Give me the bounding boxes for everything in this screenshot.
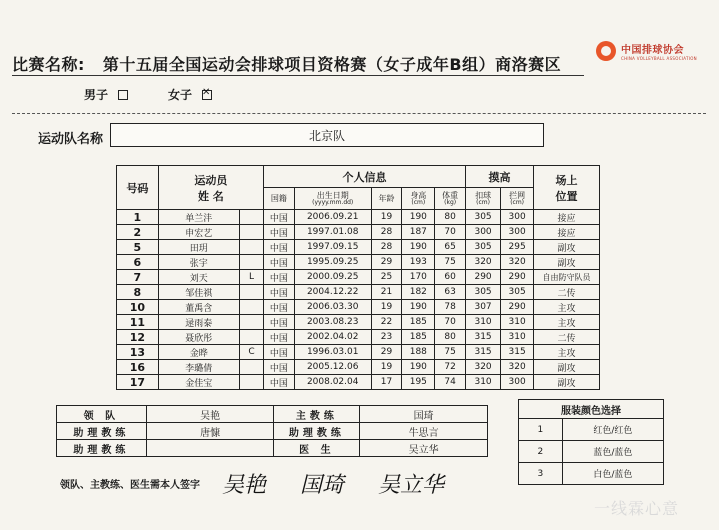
dashed-divider (12, 113, 706, 114)
uniform-option-color: 蓝色/蓝色 (562, 441, 663, 463)
uniform-option-3[interactable] (519, 463, 664, 485)
roster-cell-no[interactable]: 16 (117, 360, 159, 375)
header-nationality: 国籍 (264, 188, 295, 210)
roster-cell-mark[interactable] (239, 240, 263, 255)
competition-label: 比赛名称: (12, 55, 85, 74)
roster-row (117, 225, 600, 240)
female-label: 女子 (168, 88, 193, 102)
header-position (534, 166, 600, 210)
header-block-line1: 拦网 (509, 190, 526, 200)
roster-cell-age[interactable]: 28 (371, 225, 402, 240)
doctor-label: 医 生 (274, 440, 360, 457)
roster-cell-spike[interactable]: 305 (466, 285, 501, 300)
roster-cell-no[interactable]: 13 (117, 345, 159, 360)
roster-cell-spike[interactable]: 315 (466, 330, 501, 345)
roster-cell-no[interactable]: 17 (117, 375, 159, 390)
roster-cell-height[interactable]: 190 (402, 210, 435, 225)
assistant-coach-label: 助理教练 (57, 423, 147, 440)
roster-cell-height[interactable]: 190 (402, 240, 435, 255)
roster-cell-dob[interactable]: 2006.03.30 (294, 300, 371, 315)
roster-cell-weight[interactable]: 63 (435, 285, 466, 300)
roster-cell-mark[interactable] (239, 330, 263, 345)
roster-cell-nat[interactable]: 中国 (264, 210, 295, 225)
assistant-coach-field-3[interactable]: 牛思言 (360, 423, 488, 440)
uniform-option-no: 2 (519, 441, 563, 463)
head-coach-label: 主教练 (274, 406, 360, 423)
roster-row (117, 345, 600, 360)
roster-cell-weight[interactable]: 80 (435, 210, 466, 225)
roster-cell-height[interactable]: 190 (402, 300, 435, 315)
roster-row (117, 300, 600, 315)
roster-cell-dob[interactable]: 2002.04.02 (294, 330, 371, 345)
roster-cell-mark[interactable] (239, 255, 263, 270)
roster-cell-spike[interactable]: 305 (466, 240, 501, 255)
staff-table (56, 405, 488, 457)
head-coach-field[interactable]: 国琦 (360, 406, 488, 423)
roster-cell-nat[interactable]: 中国 (264, 315, 295, 330)
roster-cell-name[interactable]: 金佳宝 (158, 375, 239, 390)
roster-cell-pos[interactable]: 主攻 (534, 345, 600, 360)
watermark: 一线霖心意 (594, 499, 680, 518)
roster-cell-nat[interactable]: 中国 (264, 240, 295, 255)
roster-cell-height[interactable]: 188 (402, 345, 435, 360)
doctor-field[interactable]: 吴立华 (360, 440, 488, 457)
roster-row (117, 255, 600, 270)
roster-cell-spike[interactable]: 290 (466, 270, 501, 285)
signature-label: 领队、主教练、医生需本人签字 (60, 480, 200, 491)
header-weight (435, 188, 466, 210)
roster-cell-dob[interactable]: 1995.09.25 (294, 255, 371, 270)
roster-cell-nat[interactable]: 中国 (264, 345, 295, 360)
uniform-option-color: 白色/蓝色 (562, 463, 663, 485)
roster-cell-no[interactable]: 1 (117, 210, 159, 225)
roster-row (117, 375, 600, 390)
assistant-coach-label-3: 助理教练 (57, 440, 147, 457)
male-checkbox[interactable] (118, 90, 128, 100)
roster-cell-age[interactable]: 23 (371, 330, 402, 345)
uniform-option-2[interactable] (519, 441, 664, 463)
team-name-field[interactable] (110, 123, 544, 147)
roster-cell-nat[interactable]: 中国 (264, 375, 295, 390)
roster-cell-weight[interactable]: 78 (435, 300, 466, 315)
roster-cell-dob[interactable]: 1996.03.01 (294, 345, 371, 360)
assistant-coach-field-2[interactable] (146, 440, 274, 457)
roster-cell-spike[interactable]: 310 (466, 315, 501, 330)
roster-cell-nat[interactable]: 中国 (264, 225, 295, 240)
header-position-line2: 位置 (555, 189, 578, 203)
roster-cell-spike[interactable]: 305 (466, 210, 501, 225)
header-position-line1: 场上 (555, 173, 578, 187)
roster-cell-dob[interactable]: 2004.12.22 (294, 285, 371, 300)
roster-cell-height[interactable]: 170 (402, 270, 435, 285)
roster-cell-height[interactable]: 185 (402, 330, 435, 345)
uniform-color-table (518, 399, 664, 485)
roster-cell-mark[interactable] (239, 225, 263, 240)
roster-cell-mark[interactable] (239, 315, 263, 330)
roster-cell-block[interactable]: 300 (501, 210, 534, 225)
header-athlete-line2: 姓 名 (197, 189, 224, 203)
roster-cell-name[interactable]: 张宇 (158, 255, 239, 270)
uniform-option-no: 3 (519, 463, 563, 485)
roster-cell-mark[interactable] (239, 285, 263, 300)
roster-cell-pos[interactable]: 接应 (534, 210, 600, 225)
leader-label: 领 队 (57, 406, 147, 423)
roster-cell-name[interactable]: 单兰沣 (158, 210, 239, 225)
roster-cell-weight[interactable]: 70 (435, 315, 466, 330)
header-weight-line1: 体重 (442, 190, 459, 200)
roster-cell-block[interactable]: 295 (501, 240, 534, 255)
roster-cell-age[interactable]: 19 (371, 300, 402, 315)
header-spike (466, 188, 501, 210)
roster-cell-block[interactable]: 300 (501, 375, 534, 390)
roster-cell-nat[interactable]: 中国 (264, 360, 295, 375)
roster-cell-age[interactable]: 28 (371, 240, 402, 255)
roster-cell-weight[interactable]: 75 (435, 255, 466, 270)
roster-cell-pos[interactable]: 副攻 (534, 240, 600, 255)
roster-cell-height[interactable]: 195 (402, 375, 435, 390)
header-weight-line2: (kg) (444, 198, 457, 206)
roster-cell-block[interactable]: 300 (501, 225, 534, 240)
roster-cell-age[interactable]: 17 (371, 375, 402, 390)
roster-cell-spike[interactable]: 310 (466, 375, 501, 390)
roster-cell-weight[interactable]: 65 (435, 240, 466, 255)
assistant-coach-field-1[interactable]: 唐慷 (146, 423, 274, 440)
roster-cell-spike[interactable]: 307 (466, 300, 501, 315)
header-height-line2: (cm) (411, 198, 426, 206)
roster-cell-age[interactable]: 21 (371, 285, 402, 300)
roster-cell-dob[interactable]: 2006.09.21 (294, 210, 371, 225)
roster-cell-pos[interactable]: 自由防守队员 (534, 270, 600, 285)
roster-cell-spike[interactable]: 320 (466, 360, 501, 375)
gender-female (168, 86, 212, 103)
female-checkbox[interactable] (202, 90, 212, 100)
header-height-line1: 身高 (410, 190, 427, 200)
roster-cell-age[interactable]: 25 (371, 270, 402, 285)
roster-cell-weight[interactable]: 60 (435, 270, 466, 285)
header-spike-line1: 扣球 (475, 190, 492, 200)
leader-signature: 吴艳 (222, 473, 267, 498)
volleyball-icon (596, 41, 616, 61)
header-age: 年龄 (371, 188, 402, 210)
roster-cell-pos[interactable]: 副攻 (534, 375, 600, 390)
doctor-signature: 吴立华 (378, 473, 445, 498)
roster-cell-no[interactable]: 7 (117, 270, 159, 285)
roster-row (117, 210, 600, 225)
uniform-option-no: 1 (519, 419, 563, 441)
roster-cell-age[interactable]: 29 (371, 255, 402, 270)
competition-title: 第十五届全国运动会排球项目资格赛（女子成年B组）商洛赛区 (102, 55, 562, 74)
roster-cell-age[interactable]: 29 (371, 345, 402, 360)
roster-cell-dob[interactable]: 2000.09.25 (294, 270, 371, 285)
roster-cell-weight[interactable]: 72 (435, 360, 466, 375)
roster-cell-name[interactable]: 邹佳祺 (158, 285, 239, 300)
roster-cell-block[interactable]: 290 (501, 300, 534, 315)
header-height (402, 188, 435, 210)
roster-cell-name[interactable]: 董禹含 (158, 300, 239, 315)
roster-cell-block[interactable]: 310 (501, 315, 534, 330)
team-label: 运动队名称 (38, 132, 104, 147)
roster-cell-weight[interactable]: 74 (435, 375, 466, 390)
roster-cell-mark[interactable]: C (239, 345, 263, 360)
roster-cell-name[interactable]: 李璐倩 (158, 360, 239, 375)
roster-row (117, 240, 600, 255)
logo-name: 中国排球协会 (621, 45, 684, 56)
roster-cell-height[interactable]: 182 (402, 285, 435, 300)
roster-cell-name[interactable]: 逯雨泰 (158, 315, 239, 330)
roster-cell-name[interactable]: 田玥 (158, 240, 239, 255)
roster-cell-pos[interactable]: 副攻 (534, 360, 600, 375)
roster-cell-height[interactable]: 190 (402, 360, 435, 375)
roster-cell-block[interactable]: 290 (501, 270, 534, 285)
male-label: 男子 (84, 88, 109, 102)
roster-cell-height[interactable]: 185 (402, 315, 435, 330)
roster-row (117, 270, 600, 285)
logo-subtitle: CHINA VOLLEYBALL ASSOCIATION (621, 56, 697, 61)
roster-cell-spike[interactable]: 315 (466, 345, 501, 360)
roster-cell-spike[interactable]: 300 (466, 225, 501, 240)
roster-cell-pos[interactable]: 主攻 (534, 300, 600, 315)
roster-cell-dob[interactable]: 2003.08.23 (294, 315, 371, 330)
roster-cell-block[interactable]: 320 (501, 255, 534, 270)
roster-cell-block[interactable]: 315 (501, 345, 534, 360)
roster-row (117, 360, 600, 375)
roster-cell-nat[interactable]: 中国 (264, 330, 295, 345)
leader-field[interactable]: 吴艳 (146, 406, 274, 423)
roster-row (117, 315, 600, 330)
roster-cell-weight[interactable]: 70 (435, 225, 466, 240)
uniform-title: 服装颜色选择 (519, 400, 664, 419)
roster-cell-mark[interactable] (239, 300, 263, 315)
roster-cell-nat[interactable]: 中国 (264, 300, 295, 315)
uniform-option-color: 红色/红色 (562, 419, 663, 441)
roster-cell-no[interactable]: 10 (117, 300, 159, 315)
header-dob-line1: 出生日期 (316, 190, 349, 200)
roster-cell-dob[interactable]: 2008.02.04 (294, 375, 371, 390)
roster-cell-mark[interactable] (239, 210, 263, 225)
roster-cell-spike[interactable]: 320 (466, 255, 501, 270)
roster-cell-dob[interactable]: 1997.01.08 (294, 225, 371, 240)
roster-cell-dob[interactable]: 2005.12.06 (294, 360, 371, 375)
roster-cell-name[interactable]: 聂欣彤 (158, 330, 239, 345)
roster-cell-age[interactable]: 19 (371, 360, 402, 375)
roster-cell-pos[interactable]: 主攻 (534, 315, 600, 330)
association-logo (596, 38, 706, 64)
header-block-line2: (cm) (510, 198, 525, 206)
roster-cell-weight[interactable]: 80 (435, 330, 466, 345)
roster-cell-nat[interactable]: 中国 (264, 270, 295, 285)
roster-cell-block[interactable]: 320 (501, 360, 534, 375)
roster-cell-mark[interactable] (239, 375, 263, 390)
roster-row (117, 285, 600, 300)
competition-title-row (12, 52, 590, 75)
roster-cell-no[interactable]: 8 (117, 285, 159, 300)
roster-cell-pos[interactable]: 二传 (534, 285, 600, 300)
gender-male (84, 86, 128, 103)
header-personal-info: 个人信息 (264, 166, 466, 188)
roster-cell-name[interactable]: 申宏艺 (158, 225, 239, 240)
roster-cell-block[interactable]: 305 (501, 285, 534, 300)
roster-cell-mark[interactable]: L (239, 270, 263, 285)
assistant-coach-label-2: 助理教练 (274, 423, 360, 440)
team-name: 北京队 (308, 128, 345, 143)
roster-cell-pos[interactable]: 副攻 (534, 255, 600, 270)
roster-row (117, 330, 600, 345)
roster-cell-mark[interactable] (239, 360, 263, 375)
roster-cell-no[interactable]: 11 (117, 315, 159, 330)
coach-signature: 国琦 (300, 473, 345, 498)
roster-cell-age[interactable]: 19 (371, 210, 402, 225)
roster-cell-weight[interactable]: 75 (435, 345, 466, 360)
uniform-option-1[interactable] (519, 419, 664, 441)
roster-cell-pos[interactable]: 接应 (534, 225, 600, 240)
header-athlete (158, 166, 263, 210)
roster-cell-height[interactable]: 187 (402, 225, 435, 240)
roster-cell-no[interactable]: 2 (117, 225, 159, 240)
header-spike-line2: (cm) (476, 198, 490, 206)
roster-cell-nat[interactable]: 中国 (264, 255, 295, 270)
header-dob-line2: (yyyy.mm.dd) (312, 198, 354, 206)
roster-cell-height[interactable]: 193 (402, 255, 435, 270)
header-athlete-line1: 运动员 (194, 173, 228, 187)
roster-cell-no[interactable]: 6 (117, 255, 159, 270)
title-underline (12, 75, 584, 76)
roster-table (116, 165, 600, 390)
header-block (501, 188, 534, 210)
roster-cell-name[interactable]: 刘天 (158, 270, 239, 285)
roster-cell-block[interactable]: 310 (501, 330, 534, 345)
header-dob (294, 188, 371, 210)
roster-cell-pos[interactable]: 二传 (534, 330, 600, 345)
roster-cell-name[interactable]: 金晔 (158, 345, 239, 360)
roster-cell-dob[interactable]: 1997.09.15 (294, 240, 371, 255)
header-reach: 摸高 (466, 166, 534, 188)
roster-cell-no[interactable]: 12 (117, 330, 159, 345)
roster-cell-nat[interactable]: 中国 (264, 285, 295, 300)
header-number: 号码 (117, 166, 159, 210)
roster-cell-no[interactable]: 5 (117, 240, 159, 255)
roster-cell-age[interactable]: 22 (371, 315, 402, 330)
